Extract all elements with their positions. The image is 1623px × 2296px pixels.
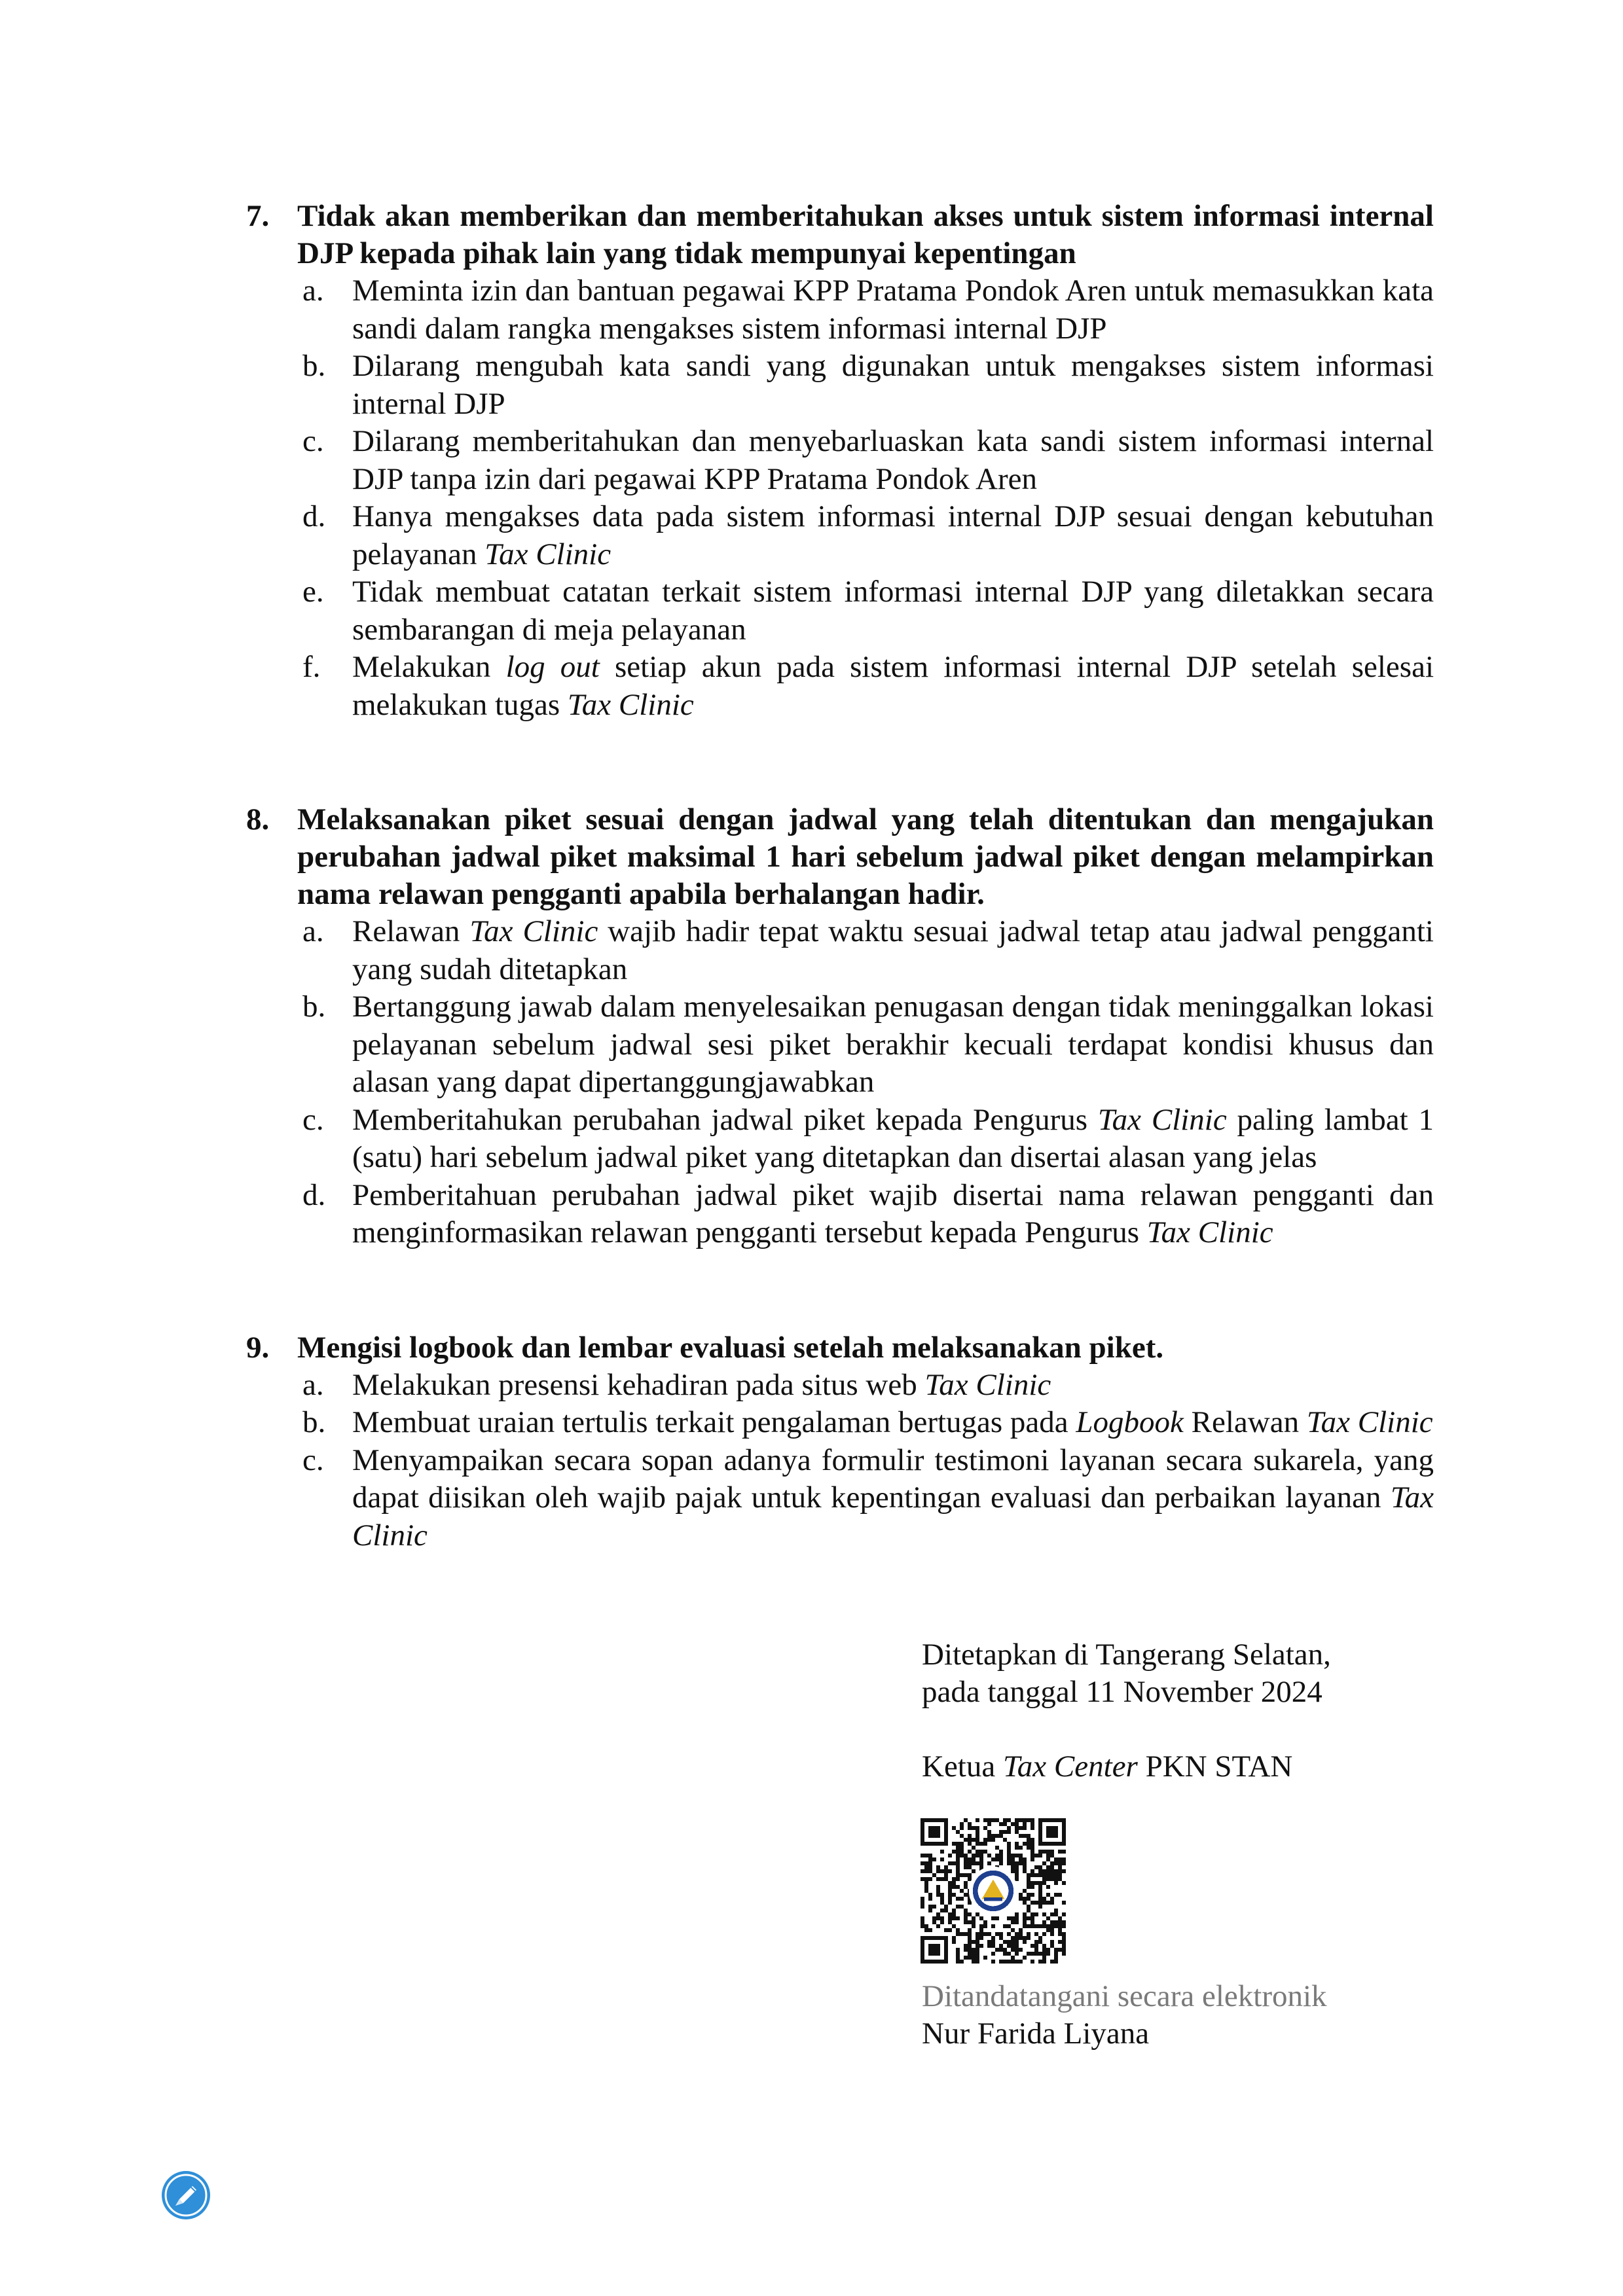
list-item <box>246 1102 1434 1177</box>
list-item <box>246 1367 1434 1405</box>
item-text: Menyampaikan secara sopan adanya formulir testimoni layanan secara sukarela, yang dapat diisikan oleh wajib pajak untuk kepentingan evaluasi dan perbaikan layanan <box>352 1443 1434 1515</box>
kemenkeu-emblem-icon <box>969 1867 1017 1915</box>
section-spacer <box>246 724 1434 801</box>
item-italic: Tax Clinic <box>1146 1215 1273 1249</box>
item-letter: c. <box>302 424 324 458</box>
section-9 <box>246 1329 1434 1555</box>
item-text: Hanya mengakses data pada sistem informasi internal DJP sesuai dengan kebutuhan pelayanan <box>352 499 1434 571</box>
signature-title-prefix: Ketua <box>922 1749 1003 1784</box>
signature-title-italic: Tax Center <box>1002 1749 1138 1784</box>
list-item <box>246 1442 1434 1555</box>
list-item <box>246 649 1434 724</box>
item-text-after: setiap akun pada sistem informasi internal DJP setelah selesai melakukan tugas <box>352 650 1434 722</box>
signature-gap <box>922 1711 1380 1748</box>
item-text: Dilarang mengubah kata sandi yang digunakan untuk mengakses sistem informasi internal DJP <box>352 349 1434 421</box>
signature-title-suffix: PKN STAN <box>1137 1749 1293 1784</box>
signatory-name: Nur Farida Liyana <box>922 2017 1150 2051</box>
item-italic: log out <box>505 650 600 684</box>
item-text: Dilarang memberitahukan dan menyebarluaskan kata sandi sistem informasi internal DJP tanpa izin dari pegawai KPP Pratama Pondok Aren <box>352 424 1434 496</box>
item-letter: a. <box>302 1367 324 1402</box>
item-letter: a. <box>302 914 324 948</box>
item-text: Memberitahukan perubahan jadwal piket kepada Pengurus <box>352 1102 1098 1137</box>
item-text: Pemberitahuan perubahan jadwal piket wajib disertai nama relawan pengganti dan menginformasikan relawan pengganti tersebut kepada Pengurus <box>352 1177 1434 1249</box>
section-heading <box>246 801 1434 913</box>
section-number: 9. <box>246 1330 270 1365</box>
list-item <box>246 423 1434 498</box>
item-letter: f. <box>302 650 321 684</box>
item-text: Tidak membuat catatan terkait sistem informasi internal DJP yang diletakkan secara sembarangan di meja pelayanan <box>352 575 1434 647</box>
item-letter: a. <box>302 274 324 308</box>
list-item <box>246 1177 1434 1252</box>
item-text: Membuat uraian tertulis terkait pengalaman bertugas pada <box>352 1405 1076 1439</box>
list-item <box>246 913 1434 988</box>
signature-block <box>922 1636 1380 1785</box>
item-text: Melakukan presensi kehadiran pada situs web <box>352 1367 925 1402</box>
signed-electronically-note: Ditandatangani secara elektronik <box>922 1979 1327 2013</box>
item-text-after: Relawan <box>1183 1405 1307 1439</box>
item-italic: Tax Clinic <box>567 687 694 722</box>
item-italic: Tax Clinic <box>1097 1102 1227 1137</box>
section-7 <box>246 198 1434 724</box>
section-title: Tidak akan memberikan dan memberitahukan akses untuk sistem informasi internal DJP kepada pihak lain yang tidak mempunyai kepentingan <box>297 199 1434 270</box>
list-item <box>246 272 1434 348</box>
list-item <box>246 348 1434 423</box>
item-letter: b. <box>302 990 326 1024</box>
signature-date: pada tanggal 11 November 2024 <box>922 1675 1322 1709</box>
list-item <box>246 573 1434 649</box>
signature-place: Ditetapkan di Tangerang Selatan, <box>922 1638 1331 1672</box>
item-letter: d. <box>302 499 326 533</box>
item-text: Bertanggung jawab dalam menyelesaikan penugasan dengan tidak meninggalkan lokasi pelayanan sebelum jadwal sesi piket berakhir kecuali terdapat kondisi khusus dan alasan yang dapat dipertanggungjawabkan <box>352 990 1434 1099</box>
item-italic: Tax Clinic <box>352 1480 1434 1552</box>
section-items <box>246 913 1434 1252</box>
item-text: Melakukan <box>352 650 506 684</box>
item-italic: Tax Clinic <box>469 914 598 948</box>
item-italic: Logbook <box>1076 1405 1184 1439</box>
item-italic: Tax Clinic <box>1306 1405 1433 1439</box>
section-items <box>246 1367 1434 1555</box>
section-8 <box>246 801 1434 1252</box>
signature-title <box>922 1748 1380 1785</box>
section-heading <box>246 1329 1434 1367</box>
item-text: Meminta izin dan bantuan pegawai KPP Pratama Pondok Aren untuk memasukkan kata sandi dalam rangka mengakses sistem informasi internal DJP <box>352 274 1434 346</box>
section-number: 7. <box>246 199 270 233</box>
item-letter: e. <box>302 575 324 609</box>
section-number: 8. <box>246 802 270 836</box>
item-letter: b. <box>302 1405 326 1439</box>
section-title: Mengisi logbook dan lembar evaluasi setelah melaksanakan piket. <box>297 1330 1164 1365</box>
qr-code-icon <box>921 1818 1066 1964</box>
document-content <box>246 198 1434 1554</box>
section-title: Melaksanakan piket sesuai dengan jadwal yang telah ditentukan dan mengajukan perubahan jadwal piket maksimal 1 hari sebelum jadwal piket dengan melampirkan nama relawan pengganti apabila berhalangan hadir. <box>297 802 1434 911</box>
section-items <box>246 272 1434 724</box>
item-text: Relawan <box>352 914 470 948</box>
pen-badge-icon <box>161 2170 211 2220</box>
section-spacer <box>246 1252 1434 1329</box>
list-item <box>246 1404 1434 1442</box>
item-letter: c. <box>302 1102 324 1137</box>
signature-footer <box>922 1978 1380 2053</box>
item-letter: c. <box>302 1443 324 1477</box>
item-italic: Tax Clinic <box>924 1367 1051 1402</box>
item-letter: b. <box>302 349 326 383</box>
item-text-after: wajib hadir tepat waktu sesuai jadwal tetap atau jadwal pengganti yang sudah ditetapkan <box>352 914 1434 986</box>
item-italic: Tax Clinic <box>484 537 611 571</box>
item-letter: d. <box>302 1177 326 1212</box>
list-item <box>246 988 1434 1102</box>
item-text-after: paling lambat 1 (satu) hari sebelum jadwal piket yang ditetapkan dan disertai alasan yang jelas <box>352 1102 1434 1174</box>
list-item <box>246 498 1434 573</box>
section-heading <box>246 198 1434 272</box>
